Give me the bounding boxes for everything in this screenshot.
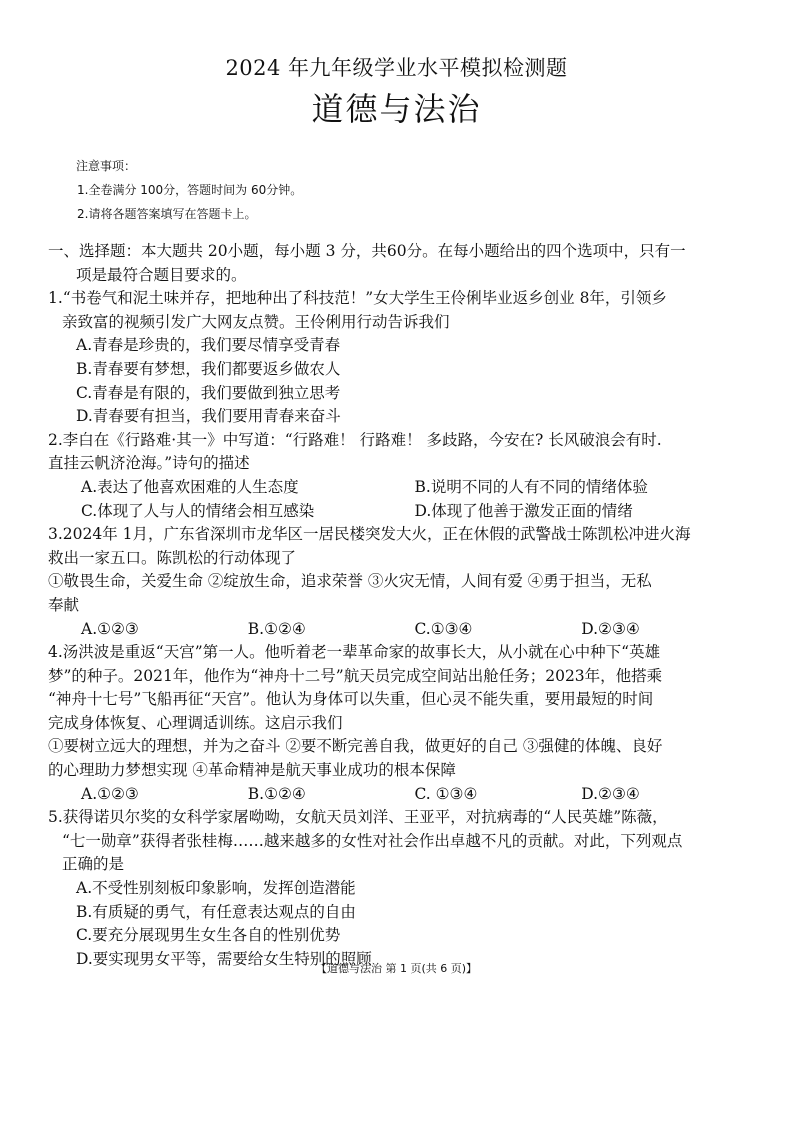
subject-title: 道德与法治 bbox=[311, 90, 482, 128]
question-stem: 4.汤洪波是重返“天宫”第一人。他听着老一辈革命家的故事长大，从小就在心中种下“英雄 bbox=[48, 643, 661, 662]
question-stem: 3.2024年 1月，广东省深圳市龙华区一居民楼突发大火，正在休假的武警战士陈凯松冲进火海 bbox=[48, 525, 691, 544]
question-statements: 奉献 bbox=[48, 595, 80, 614]
option-b: B.①②④ bbox=[247, 784, 306, 803]
option-c: C.体现了人与人的情绪会相互感染 bbox=[81, 501, 315, 520]
option-d: D.体现了他善于激发正面的情绪 bbox=[414, 501, 633, 520]
notes-label: 注意事项： bbox=[76, 159, 137, 173]
page-footer: 【道德与法治 第 1 页(共 6 页)】 bbox=[315, 962, 478, 975]
option-a: A.青春是珍贵的，我们要尽情享受青春 bbox=[76, 336, 341, 355]
question-statements: 的心理助力梦想实现 ④革命精神是航天事业成功的根本保障 bbox=[48, 761, 456, 780]
option-a: A.表达了他喜欢困难的人生态度 bbox=[81, 477, 299, 496]
question-stem: 直挂云帆济沧海。”诗句的描述 bbox=[48, 454, 250, 473]
question-stem: 亲致富的视频引发广大网友点赞。王伶俐用行动告诉我们 bbox=[62, 312, 450, 331]
option-a: A.不受性别刻板印象影响，发挥创造潜能 bbox=[76, 879, 356, 898]
section-line: 一、选择题：本大题共 20小题，每小题 3 分，共60分。在每小题给出的四个选项中，只有一 bbox=[48, 242, 686, 260]
notes-item-1: 1.全卷满分 100分，答题时间为 60分钟。 bbox=[77, 183, 303, 197]
option-b: B.说明不同的人有不同的情绪体验 bbox=[414, 477, 648, 496]
option-c: C. ①③④ bbox=[414, 784, 478, 803]
notes-item-2: 2.请将各题答案填写在答题卡上。 bbox=[77, 207, 257, 221]
option-d: D.②③④ bbox=[581, 784, 640, 803]
notes-block bbox=[76, 154, 302, 226]
option-c: C.①③④ bbox=[414, 619, 473, 638]
question-stem: 2.李白在《行路难·其一》中写道：“行路难！ 行路难！ 多歧路，今安在? 长风破浪会有时. bbox=[48, 430, 662, 449]
section-heading bbox=[48, 240, 748, 287]
question-stem: 救出一家五口。陈凯松的行动体现了 bbox=[48, 548, 297, 567]
question-stem: 1.“书卷气和泥土味并存，把地种出了科技范！”女大学生王伶俐毕业返乡创业 8年，引领乡 bbox=[48, 289, 667, 308]
question-4 bbox=[48, 641, 748, 806]
options-row bbox=[48, 500, 748, 524]
question-content bbox=[48, 240, 748, 971]
option-c: C.青春是有限的，我们要做到独立思考 bbox=[76, 383, 341, 402]
question-2 bbox=[48, 429, 748, 523]
option-b: B.青春要有梦想，我们都要返乡做农人 bbox=[76, 359, 341, 378]
question-statements: ①敬畏生命，关爱生命 ②绽放生命，追求荣誉 ③火灾无情，人间有爱 ④勇于担当，无私 bbox=[48, 572, 652, 591]
question-stem: “七一勋章”获得者张桂梅……越来越多的女性对社会作出卓越不凡的贡献。对此，下列观点 bbox=[62, 831, 683, 850]
question-5 bbox=[48, 806, 748, 971]
question-stem: 正确的是 bbox=[62, 855, 125, 874]
option-c: C.要充分展现男生女生各自的性别优势 bbox=[76, 926, 341, 945]
question-stem: 5.获得诺贝尔奖的女科学家屠呦呦，女航天员刘洋、王亚平，对抗病毒的“人民英雄”陈薇， bbox=[48, 808, 668, 827]
option-d: D.青春要有担当，我们要用青春来奋斗 bbox=[76, 407, 341, 426]
section-line: 项是最符合题目要求的。 bbox=[76, 265, 247, 284]
question-stem: “神舟十七号”飞船再征“天宫”。他认为身体可以失重，但心灵不能失重，要用最短的时间 bbox=[48, 690, 654, 709]
option-d: D.②③④ bbox=[581, 619, 640, 638]
option-b: B.有质疑的勇气，有任意表达观点的自由 bbox=[76, 902, 356, 921]
question-stem: 完成身体恢复、心理调适训练。这启示我们 bbox=[48, 713, 343, 732]
question-statements: ①要树立远大的理想，并为之奋斗 ②要不断完善自我，做更好的自己 ③强健的体魄、良好 bbox=[48, 737, 663, 756]
options-row bbox=[48, 618, 748, 642]
options-row bbox=[48, 476, 748, 500]
question-1 bbox=[48, 287, 748, 429]
exam-title: 2024 年九年级学业水平模拟检测题 bbox=[225, 56, 568, 80]
question-3 bbox=[48, 523, 748, 641]
option-b: B.①②④ bbox=[247, 619, 306, 638]
option-d: D.要实现男女平等，需要给女生特别的照顾 bbox=[76, 949, 372, 968]
option-a: A.①②③ bbox=[81, 784, 139, 803]
question-stem: 梦”的种子。2021年，他作为“神舟十二号”航天员完成空间站出舱任务；2023年，他搭乘 bbox=[48, 666, 663, 685]
option-a: A.①②③ bbox=[81, 619, 139, 638]
options-row bbox=[48, 783, 748, 807]
